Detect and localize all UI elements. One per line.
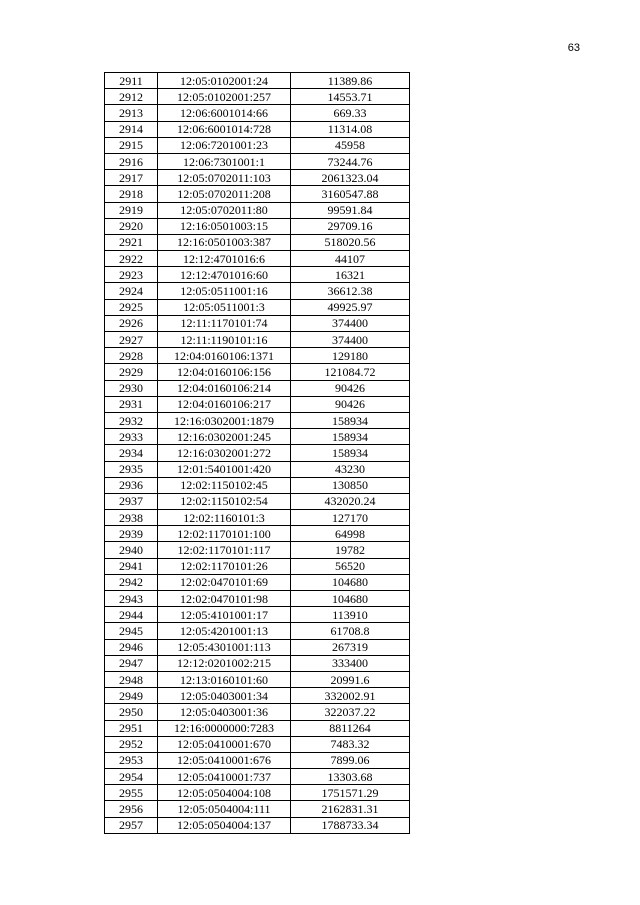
- value-cell: 36612.38: [291, 283, 410, 299]
- value-cell: 158934: [291, 429, 410, 445]
- value-cell: 2061323.04: [291, 170, 410, 186]
- row-number-cell: 2947: [105, 655, 158, 671]
- row-number-cell: 2940: [105, 542, 158, 558]
- value-cell: 56520: [291, 558, 410, 574]
- cadastral-number-cell: 12:01:5401001:420: [158, 461, 291, 477]
- cadastral-number-cell: 12:16:0302001:1879: [158, 412, 291, 428]
- table-row: [105, 251, 410, 267]
- value-cell: 11314.08: [291, 121, 410, 137]
- row-number-cell: 2937: [105, 493, 158, 509]
- value-cell: 90426: [291, 396, 410, 412]
- row-number-cell: 2955: [105, 785, 158, 801]
- row-number-cell: 2927: [105, 332, 158, 348]
- cadastral-number-cell: 12:05:0410001:670: [158, 736, 291, 752]
- cadastral-number-cell: 12:16:0000000:7283: [158, 720, 291, 736]
- table-row: [105, 639, 410, 655]
- cadastral-number-cell: 12:12:4701016:60: [158, 267, 291, 283]
- cadastral-number-cell: 12:02:1150102:45: [158, 477, 291, 493]
- row-number-cell: 2921: [105, 234, 158, 250]
- value-cell: 1751571.29: [291, 785, 410, 801]
- cadastral-number-cell: 12:05:0102001:257: [158, 89, 291, 105]
- cadastral-number-cell: 12:05:0702011:80: [158, 202, 291, 218]
- table-row: [105, 769, 410, 785]
- value-cell: 158934: [291, 412, 410, 428]
- cadastral-number-cell: 12:04:0160106:156: [158, 364, 291, 380]
- cadastral-number-cell: 12:02:1170101:26: [158, 558, 291, 574]
- cadastral-number-cell: 12:05:0504004:137: [158, 817, 291, 833]
- row-number-cell: 2916: [105, 153, 158, 169]
- value-cell: 1788733.34: [291, 817, 410, 833]
- cadastral-number-cell: 12:05:0102001:24: [158, 73, 291, 89]
- table-body: [105, 73, 410, 834]
- value-cell: 127170: [291, 510, 410, 526]
- value-cell: 64998: [291, 526, 410, 542]
- value-cell: 130850: [291, 477, 410, 493]
- table-row: [105, 364, 410, 380]
- cadastral-number-cell: 12:02:0470101:98: [158, 591, 291, 607]
- row-number-cell: 2931: [105, 396, 158, 412]
- table-row: [105, 315, 410, 331]
- cadastral-number-cell: 12:16:0302001:272: [158, 445, 291, 461]
- table-row: [105, 283, 410, 299]
- row-number-cell: 2923: [105, 267, 158, 283]
- value-cell: 129180: [291, 348, 410, 364]
- value-cell: 29709.16: [291, 218, 410, 234]
- table-row: [105, 493, 410, 509]
- table-row: [105, 752, 410, 768]
- row-number-cell: 2952: [105, 736, 158, 752]
- table-row: [105, 445, 410, 461]
- cadastral-number-cell: 12:02:0470101:69: [158, 574, 291, 590]
- row-number-cell: 2917: [105, 170, 158, 186]
- row-number-cell: 2942: [105, 574, 158, 590]
- value-cell: 374400: [291, 315, 410, 331]
- row-number-cell: 2945: [105, 623, 158, 639]
- row-number-cell: 2953: [105, 752, 158, 768]
- value-cell: 43230: [291, 461, 410, 477]
- table-row: [105, 542, 410, 558]
- value-cell: 267319: [291, 639, 410, 655]
- row-number-cell: 2939: [105, 526, 158, 542]
- cadastral-number-cell: 12:02:1150102:54: [158, 493, 291, 509]
- page-number: 63: [567, 42, 580, 54]
- row-number-cell: 2944: [105, 607, 158, 623]
- table-row: [105, 785, 410, 801]
- cadastral-number-cell: 12:06:7301001:1: [158, 153, 291, 169]
- row-number-cell: 2934: [105, 445, 158, 461]
- value-cell: 44107: [291, 251, 410, 267]
- cadastral-number-cell: 12:02:1170101:100: [158, 526, 291, 542]
- cadastral-number-cell: 12:05:0410001:676: [158, 752, 291, 768]
- row-number-cell: 2935: [105, 461, 158, 477]
- value-cell: 11389.86: [291, 73, 410, 89]
- cadastral-number-cell: 12:13:0160101:60: [158, 671, 291, 687]
- cadastral-number-cell: 12:05:0511001:16: [158, 283, 291, 299]
- row-number-cell: 2948: [105, 671, 158, 687]
- row-number-cell: 2933: [105, 429, 158, 445]
- cadastral-number-cell: 12:04:0160106:214: [158, 380, 291, 396]
- table-row: [105, 105, 410, 121]
- cadastral-number-cell: 12:06:6001014:66: [158, 105, 291, 121]
- value-cell: 518020.56: [291, 234, 410, 250]
- table-row: [105, 137, 410, 153]
- value-cell: 432020.24: [291, 493, 410, 509]
- cadastral-number-cell: 12:02:1160101:3: [158, 510, 291, 526]
- value-cell: 322037.22: [291, 704, 410, 720]
- table-row: [105, 477, 410, 493]
- row-number-cell: 2956: [105, 801, 158, 817]
- value-cell: 158934: [291, 445, 410, 461]
- row-number-cell: 2932: [105, 412, 158, 428]
- table-row: [105, 574, 410, 590]
- value-cell: 7483.32: [291, 736, 410, 752]
- table-row: [105, 234, 410, 250]
- table-row: [105, 380, 410, 396]
- row-number-cell: 2951: [105, 720, 158, 736]
- row-number-cell: 2950: [105, 704, 158, 720]
- row-number-cell: 2954: [105, 769, 158, 785]
- row-number-cell: 2922: [105, 251, 158, 267]
- table-row: [105, 591, 410, 607]
- row-number-cell: 2938: [105, 510, 158, 526]
- value-cell: 104680: [291, 591, 410, 607]
- value-cell: 13303.68: [291, 769, 410, 785]
- value-cell: 99591.84: [291, 202, 410, 218]
- table-row: [105, 186, 410, 202]
- table-row: [105, 607, 410, 623]
- cadastral-number-cell: 12:04:0160106:217: [158, 396, 291, 412]
- value-cell: 669.33: [291, 105, 410, 121]
- cadastral-number-cell: 12:05:4101001:17: [158, 607, 291, 623]
- value-cell: 49925.97: [291, 299, 410, 315]
- table-row: [105, 510, 410, 526]
- table-row: [105, 299, 410, 315]
- value-cell: 90426: [291, 380, 410, 396]
- cadastral-number-cell: 12:11:1190101:16: [158, 332, 291, 348]
- row-number-cell: 2912: [105, 89, 158, 105]
- cadastral-number-cell: 12:05:0410001:737: [158, 769, 291, 785]
- table-row: [105, 396, 410, 412]
- table-row: [105, 412, 410, 428]
- value-cell: 8811264: [291, 720, 410, 736]
- table-row: [105, 736, 410, 752]
- table-row: [105, 801, 410, 817]
- table-row: [105, 461, 410, 477]
- value-cell: 113910: [291, 607, 410, 623]
- cadastral-number-cell: 12:05:0702011:103: [158, 170, 291, 186]
- value-cell: 121084.72: [291, 364, 410, 380]
- value-cell: 16321: [291, 267, 410, 283]
- row-number-cell: 2926: [105, 315, 158, 331]
- table-row: [105, 202, 410, 218]
- row-number-cell: 2941: [105, 558, 158, 574]
- cadastral-number-cell: 12:05:0504004:111: [158, 801, 291, 817]
- cadastral-number-cell: 12:16:0501003:15: [158, 218, 291, 234]
- value-cell: 73244.76: [291, 153, 410, 169]
- row-number-cell: 2943: [105, 591, 158, 607]
- row-number-cell: 2946: [105, 639, 158, 655]
- table-row: [105, 704, 410, 720]
- row-number-cell: 2914: [105, 121, 158, 137]
- table-row: [105, 526, 410, 542]
- row-number-cell: 2911: [105, 73, 158, 89]
- row-number-cell: 2925: [105, 299, 158, 315]
- cadastral-number-cell: 12:06:6001014:728: [158, 121, 291, 137]
- table-row: [105, 671, 410, 687]
- row-number-cell: 2920: [105, 218, 158, 234]
- cadastral-number-cell: 12:05:4201001:13: [158, 623, 291, 639]
- cadastral-number-cell: 12:06:7201001:23: [158, 137, 291, 153]
- data-table: [104, 72, 410, 834]
- cadastral-number-cell: 12:05:0702011:208: [158, 186, 291, 202]
- table-row: [105, 170, 410, 186]
- value-cell: 19782: [291, 542, 410, 558]
- table-row: [105, 332, 410, 348]
- cadastral-number-cell: 12:05:0403001:36: [158, 704, 291, 720]
- table-row: [105, 153, 410, 169]
- value-cell: 2162831.31: [291, 801, 410, 817]
- cadastral-number-cell: 12:16:0302001:245: [158, 429, 291, 445]
- table-row: [105, 73, 410, 89]
- cadastral-number-cell: 12:05:4301001:113: [158, 639, 291, 655]
- row-number-cell: 2918: [105, 186, 158, 202]
- table-row: [105, 558, 410, 574]
- value-cell: 45958: [291, 137, 410, 153]
- value-cell: 374400: [291, 332, 410, 348]
- cadastral-number-cell: 12:05:0511001:3: [158, 299, 291, 315]
- table-row: [105, 89, 410, 105]
- table-row: [105, 623, 410, 639]
- cadastral-number-cell: 12:11:1170101:74: [158, 315, 291, 331]
- cadastral-number-cell: 12:12:4701016:6: [158, 251, 291, 267]
- cadastral-number-cell: 12:05:0403001:34: [158, 688, 291, 704]
- table-row: [105, 121, 410, 137]
- row-number-cell: 2936: [105, 477, 158, 493]
- table-row: [105, 720, 410, 736]
- cadastral-number-cell: 12:12:0201002:215: [158, 655, 291, 671]
- row-number-cell: 2957: [105, 817, 158, 833]
- table-row: [105, 817, 410, 833]
- value-cell: 7899.06: [291, 752, 410, 768]
- table-row: [105, 267, 410, 283]
- table-row: [105, 218, 410, 234]
- row-number-cell: 2919: [105, 202, 158, 218]
- row-number-cell: 2913: [105, 105, 158, 121]
- row-number-cell: 2928: [105, 348, 158, 364]
- row-number-cell: 2915: [105, 137, 158, 153]
- value-cell: 3160547.88: [291, 186, 410, 202]
- cadastral-number-cell: 12:05:0504004:108: [158, 785, 291, 801]
- row-number-cell: 2949: [105, 688, 158, 704]
- value-cell: 61708.8: [291, 623, 410, 639]
- row-number-cell: 2930: [105, 380, 158, 396]
- table-row: [105, 348, 410, 364]
- value-cell: 14553.71: [291, 89, 410, 105]
- cadastral-number-cell: 12:04:0160106:1371: [158, 348, 291, 364]
- table-row: [105, 655, 410, 671]
- cadastral-number-cell: 12:02:1170101:117: [158, 542, 291, 558]
- value-cell: 332002.91: [291, 688, 410, 704]
- table-row: [105, 688, 410, 704]
- row-number-cell: 2924: [105, 283, 158, 299]
- cadastral-number-cell: 12:16:0501003:387: [158, 234, 291, 250]
- row-number-cell: 2929: [105, 364, 158, 380]
- table-row: [105, 429, 410, 445]
- value-cell: 104680: [291, 574, 410, 590]
- value-cell: 333400: [291, 655, 410, 671]
- value-cell: 20991.6: [291, 671, 410, 687]
